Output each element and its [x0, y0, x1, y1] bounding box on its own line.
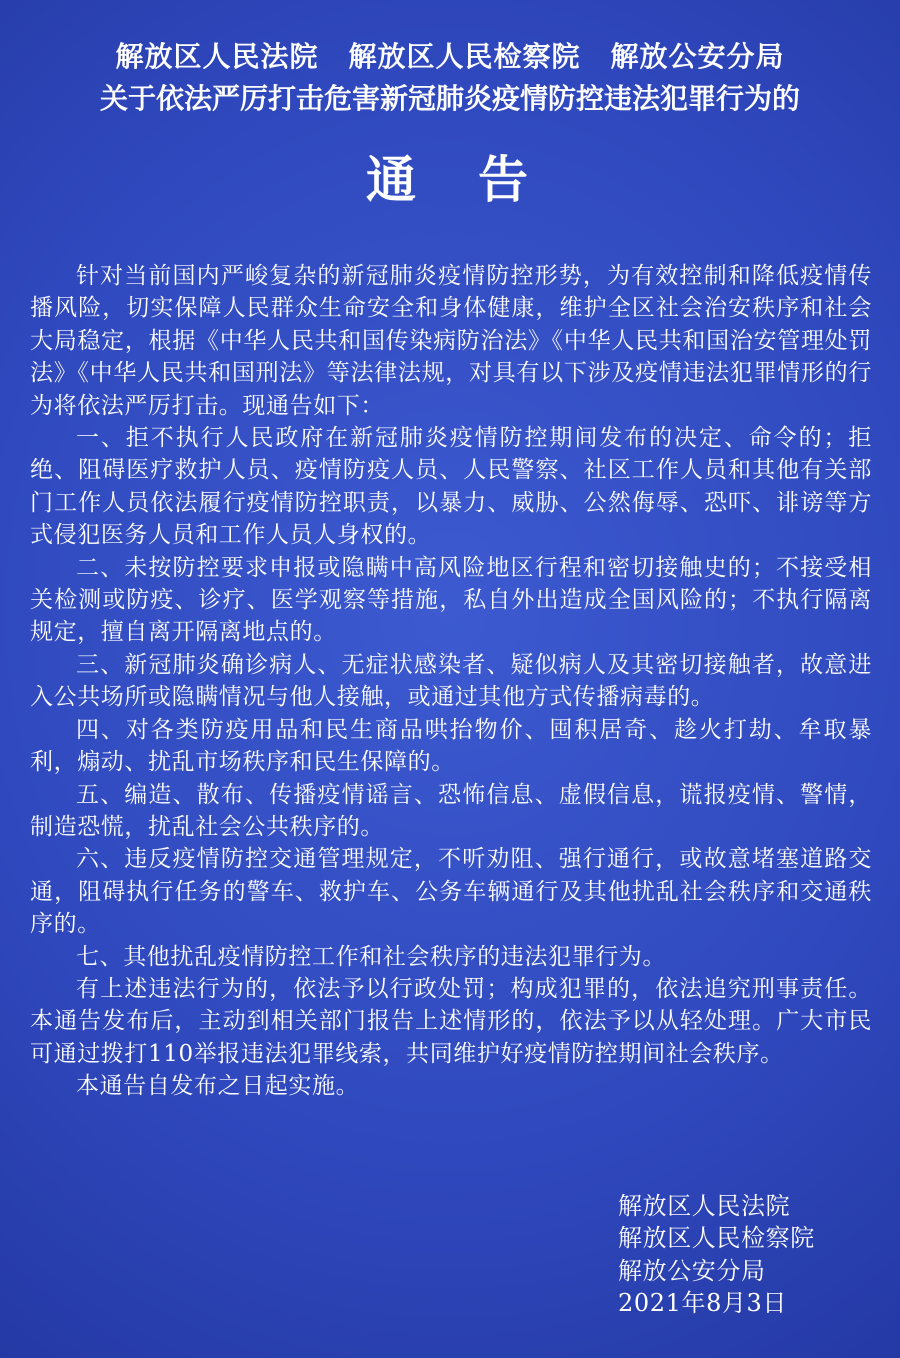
notice-title: 通 告 [366, 151, 534, 209]
paragraph-intro: 针对当前国内严峻复杂的新冠肺炎疫情防控形势，为有效控制和降低疫情传播风险，切实保障人民群众生命安全和身体健康，维护全区社会治安秩序和社会大局稳定，根据《中华人民共和国传染病防治法》《中华人民共和国治安管理处罚法》《中华人民共和国刑法》等法律法规，对具有以下涉及疫情违法犯罪情形的行为将依法严厉打击。现通告如下： [30, 263, 872, 419]
paragraph-item-6: 六、违反疫情防控交通管理规定，不听劝阻、强行通行，或故意堵塞道路交通，阻碍执行任务的警车、救护车、公务车辆通行及其他扰乱社会秩序和交通秩序的。 [30, 846, 872, 938]
paragraph-item-7: 七、其他扰乱疫情防控工作和社会秩序的违法犯罪行为。 [76, 943, 666, 970]
issuer-procuratorate: 解放区人民检察院 [348, 40, 581, 73]
paragraph-item-4: 四、对各类防疫用品和民生商品哄抬物价、囤积居奇、趁火打劫、牟取暴利，煽动、扰乱市场秩序和民生保障的。 [30, 716, 872, 776]
notice-subject: 关于依法严厉打击危害新冠肺炎疫情防控违法犯罪行为的 [99, 82, 800, 115]
issuer-line [0, 38, 900, 76]
issuer-court: 解放区人民法院 [115, 40, 319, 73]
paragraph-item-5: 五、编造、散布、传播疫情谣言、恐怖信息、虚假信息，谎报疫情、警情，制造恐慌，扰乱社会公共秩序的。 [30, 781, 872, 840]
issuer-police: 解放公安分局 [610, 40, 785, 73]
signature-date: 2021年8月3日 [618, 1289, 788, 1318]
notice-body [30, 260, 872, 1103]
signature-police: 解放公安分局 [618, 1256, 766, 1285]
paragraph-effective: 本通告自发布之日起实施。 [76, 1073, 360, 1100]
paragraph-item-1: 一、拒不执行人民政府在新冠肺炎疫情防控期间发布的决定、命令的；拒绝、阻碍医疗救护人员、疫情防疫人员、人民警察、社区工作人员和其他有关部门工作人员依法履行疫情防控职责，以暴力、威胁、公然侮辱、恐吓、诽谤等方式侵犯医务人员和工作人员人身权的。 [30, 425, 872, 549]
notice-header [0, 38, 900, 120]
paragraph-item-2: 二、未按防控要求申报或隐瞒中高风险地区行程和密切接触史的；不接受相关检测或防疫、诊疗、医学观察等措施，私自外出造成全国风险的；不执行隔离规定，擅自离开隔离地点的。 [30, 554, 872, 646]
paragraph-penalty: 有上述违法行为的，依法予以行政处罚；构成犯罪的，依法追究刑事责任。本通告发布后，主动到相关部门报告上述情形的，依法予以从轻处理。广大市民可通过拨打110举报违法犯罪线索，共同维护好疫情防控期间社会秩序。 [30, 975, 872, 1067]
signature-procuratorate: 解放区人民检察院 [618, 1224, 815, 1253]
signature-block [618, 1190, 815, 1320]
signature-court: 解放区人民法院 [618, 1192, 791, 1220]
paragraph-item-3: 三、新冠肺炎确诊病人、无症状感染者、疑似病人及其密切接触者，故意进入公共场所或隐瞒情况与他人接触，或通过其他方式传播病毒的。 [30, 651, 872, 711]
